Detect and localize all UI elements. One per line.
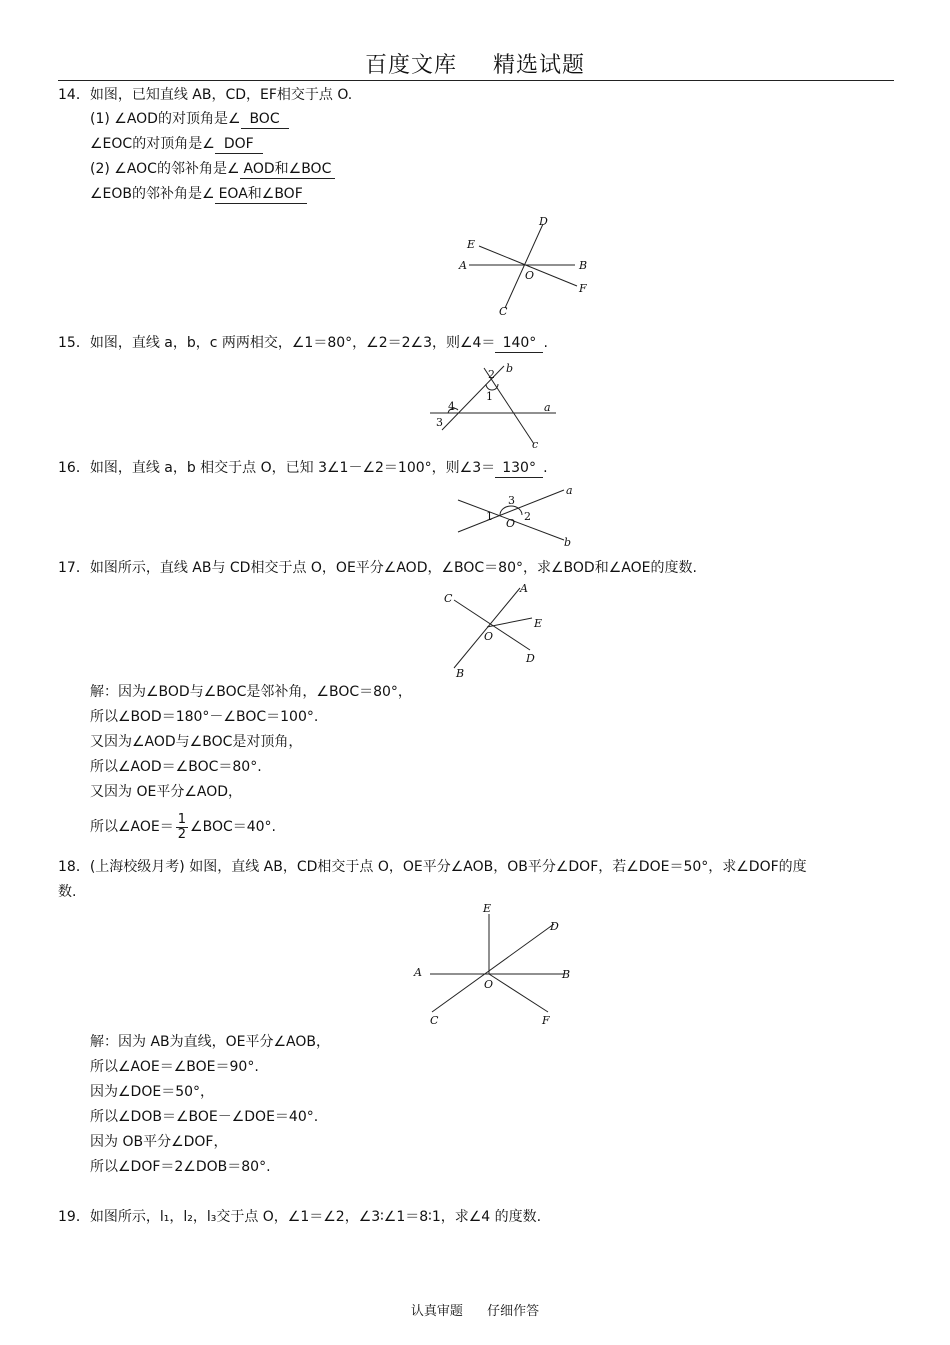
- q14-line4: [90, 185, 307, 204]
- footer-right: 仔细作答: [487, 1304, 540, 1319]
- label-e: E: [483, 902, 492, 915]
- label-o: O: [525, 269, 535, 282]
- q15-answer: 140°: [495, 334, 543, 353]
- label-c: C: [444, 592, 453, 605]
- q14-figure: [455, 212, 595, 320]
- ray-of: [489, 974, 548, 1012]
- page-header: [0, 48, 950, 79]
- q14-line1: [90, 110, 289, 129]
- q18-stem-1: 18．(上海校级月考) 如图，直线 AB，CD相交于点 O，OE平分∠AOB，OB平分∠DOF，若∠DOE＝50°，求∠DOF的度: [58, 859, 807, 875]
- q14-l4-text: ∠EOB的邻补角是∠: [90, 186, 215, 202]
- label-c: C: [430, 1014, 439, 1027]
- q17-sol-5: 又因为 OE平分∠AOD，: [90, 784, 242, 800]
- q16-answer: 130°: [495, 459, 543, 478]
- label-o: O: [506, 517, 516, 530]
- q17-sol-1: 解：因为∠BOD与∠BOC是邻补角，∠BOC＝80°，: [90, 684, 412, 700]
- label-a: A: [414, 966, 422, 979]
- q18-sol-3: 因为∠DOE＝50°，: [90, 1084, 215, 1100]
- angle-1: 1: [486, 510, 493, 523]
- label-b: B: [562, 968, 571, 981]
- q17-sol-6: [90, 812, 276, 842]
- angle-3: 3: [436, 416, 443, 429]
- label-c: C: [499, 305, 508, 318]
- q14-l1-text: (1) ∠AOD的对顶角是∠: [90, 111, 241, 127]
- q17-sol-6-post: ∠BOC＝40°.: [190, 819, 276, 835]
- page-footer: [0, 1300, 950, 1319]
- angle-2: 2: [488, 368, 495, 381]
- label-a: a: [544, 401, 551, 414]
- q15-end: .: [543, 335, 548, 351]
- q17-sol-6-pre: 所以∠AOE＝: [90, 819, 174, 835]
- label-d: D: [539, 215, 548, 228]
- fraction-denominator: 2: [177, 826, 187, 842]
- fraction-half: [176, 813, 188, 842]
- q14-stem: 14．如图，已知直线 AB，CD，EF相交于点 O.: [58, 87, 353, 103]
- label-c: c: [532, 438, 539, 451]
- header-rule: [58, 80, 894, 81]
- line-ab: [454, 588, 520, 668]
- label-b: B: [456, 667, 465, 680]
- q14-l3-answer: AOD和∠BOC: [240, 160, 336, 179]
- label-f: F: [542, 1014, 550, 1027]
- line-cd: [505, 224, 543, 308]
- q18-sol-4: 所以∠DOB＝∠BOE－∠DOE＝40°.: [90, 1109, 319, 1125]
- q14-l1-answer: BOC: [241, 110, 289, 129]
- q18-sol-5: 因为 OB平分∠DOF，: [90, 1134, 228, 1150]
- label-f: F: [579, 282, 587, 295]
- q17-sol-3: 又因为∠AOD与∠BOC是对顶角，: [90, 734, 303, 750]
- angle-2: 2: [524, 510, 531, 523]
- q14-l2-text: ∠EOC的对顶角是∠: [90, 136, 215, 152]
- q14-l2-answer: DOF: [215, 135, 263, 154]
- q14-line2: [90, 135, 263, 154]
- q16-stem: [58, 459, 548, 478]
- q16-figure: [452, 480, 582, 548]
- q14-line3: [90, 160, 335, 179]
- q16-text: 16．如图，直线 a，b 相交于点 O，已知 3∠1－∠2＝100°，则∠3＝: [58, 460, 496, 476]
- angle-3: 3: [508, 494, 515, 507]
- label-e: E: [534, 617, 543, 630]
- label-d: D: [526, 652, 535, 665]
- label-b: b: [506, 362, 514, 375]
- q17-sol-4: 所以∠AOD＝∠BOC＝80°.: [90, 759, 262, 775]
- label-a: A: [459, 259, 467, 272]
- angle-1: 1: [486, 390, 493, 403]
- q15-figure: [424, 360, 564, 452]
- q16-end: .: [543, 460, 548, 476]
- line-cd: [432, 924, 554, 1012]
- footer-left: 认真审题: [410, 1304, 463, 1319]
- q18-sol-1: 解：因为 AB为直线，OE平分∠AOB，: [90, 1034, 331, 1050]
- label-d: D: [550, 920, 559, 933]
- header-left: 百度文库: [364, 53, 457, 78]
- label-a: a: [566, 484, 573, 497]
- q14-l3-text: (2) ∠AOC的邻补角是∠: [90, 161, 240, 177]
- label-a: A: [520, 582, 528, 595]
- q15-stem: [58, 334, 548, 353]
- q18-sol-6: 所以∠DOF＝2∠DOB＝80°.: [90, 1159, 271, 1175]
- q18-figure: [408, 900, 576, 1028]
- q17-figure: [434, 582, 554, 680]
- q18-stem-2: 数.: [58, 884, 77, 900]
- q14-l4-answer: EOA和∠BOF: [215, 185, 307, 204]
- label-o: O: [484, 978, 494, 991]
- q17-stem: 17．如图所示，直线 AB与 CD相交于点 O，OE平分∠AOD，∠BOC＝80°，求∠BOD和∠AOE的度数.: [58, 560, 697, 576]
- header-right: 精选试题: [493, 53, 586, 78]
- fraction-numerator: 1: [177, 811, 187, 827]
- label-o: O: [484, 630, 494, 643]
- label-b: B: [579, 259, 588, 272]
- q17-sol-2: 所以∠BOD＝180°－∠BOC＝100°.: [90, 709, 319, 725]
- label-e: E: [467, 238, 476, 251]
- q15-text: 15．如图，直线 a，b，c 两两相交，∠1＝80°，∠2＝2∠3，则∠4＝: [58, 335, 496, 351]
- q18-sol-2: 所以∠AOE＝∠BOE＝90°.: [90, 1059, 259, 1075]
- label-b: b: [564, 536, 572, 548]
- angle-4: 4: [448, 400, 455, 413]
- q19-stem: 19．如图所示，l₁，l₂，l₃交于点 O，∠1＝∠2，∠3∶∠1＝8∶1，求∠4 的度数.: [58, 1209, 542, 1225]
